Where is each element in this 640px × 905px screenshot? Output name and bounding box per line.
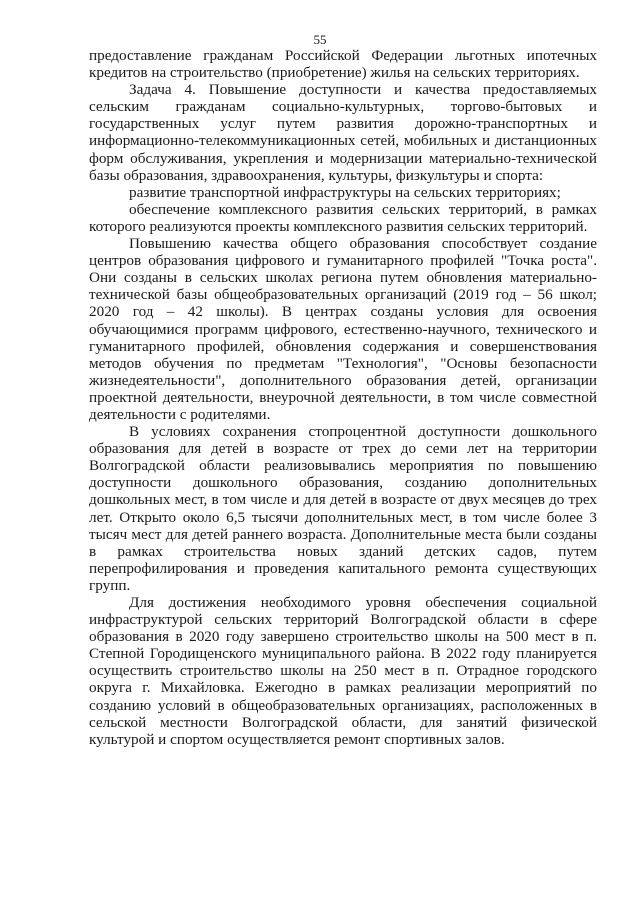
paragraph-complex-development: обеспечение комплексного развития сельских территорий, в рамках которого реализуются проекты комплексного развития сельских территорий. bbox=[89, 200, 597, 235]
page-number: 55 bbox=[313, 32, 327, 47]
paragraph-preschool-education: В условиях сохранения стопроцентной доступности дошкольного образования для детей в возрасте от трех до семи лет на территории Волгоградской области реализовывались мероприятия по повышению доступности дошкольного образования, созданию дополнительных дошкольных мест, в том числе и для детей в возрасте от двух месяцев до трех лет. Открыто около 6,5 тысячи дополнительных мест, в том числе более 3 тысяч мест для детей раннего возраста. Дополнительные места были созданы в рамках строительства новых зданий детских садов, путем перепрофилирования и проведения капитального ремонта существующих групп. bbox=[89, 423, 597, 594]
paragraph-mortgage-continuation: предоставление гражданам Российской Федерации льготных ипотечных кредитов на строительство (приобретение) жилья на сельских территориях. bbox=[89, 47, 597, 82]
document-body bbox=[89, 47, 597, 748]
paragraph-task-4: Задача 4. Повышение доступности и качества предоставляемых сельским гражданам социально-культурных, торгово-бытовых и государственных услуг путем развития дорожно-транспортных и информационно-телекоммуникационных сетей, мобильных и дистанционных форм обслуживания, укрепления и модернизации материально-технической базы образования, здравоохранения, культуры, физкультуры и спорта: bbox=[89, 81, 597, 184]
paragraph-transport-infrastructure: развитие транспортной инфраструктуры на сельских территориях; bbox=[129, 183, 561, 201]
paragraph-tochka-rosta: Повышению качества общего образования способствует создание центров образования цифрового и гуманитарного профилей "Точка роста". Они созданы в сельских школах региона путем обновления материально-технической базы общеобразовательных организаций (2019 год – 56 школ; 2020 год – 42 школы). В центрах созданы условия для освоения обучающимися программ цифрового, естественно-научного, технического и гуманитарного профилей, обновления содержания и совершенствования методов обучения по предметам "Технология", "Основы безопасности жизнедеятельности", дополнительного образования детей, организации проектной деятельности, внеурочной деятельности, в том числе совместной деятельности с родителями. bbox=[89, 235, 597, 423]
paragraph-school-construction: Для достижения необходимого уровня обеспечения социальной инфраструктурой сельских территорий Волгоградской области в сфере образования в 2020 году завершено строительство школы на 500 мест в п. Степной Городищенского муниципального района. В 2022 году планируется осуществить строительство школы на 250 мест в п. Отрадное городского округа г. Михайловка. Ежегодно в рамках реализации мероприятий по созданию условий в общеобразовательных организациях, расположенных в сельской местности Волгоградской области, для занятий физической культурой и спортом осуществляется ремонт спортивных залов. bbox=[89, 594, 597, 748]
